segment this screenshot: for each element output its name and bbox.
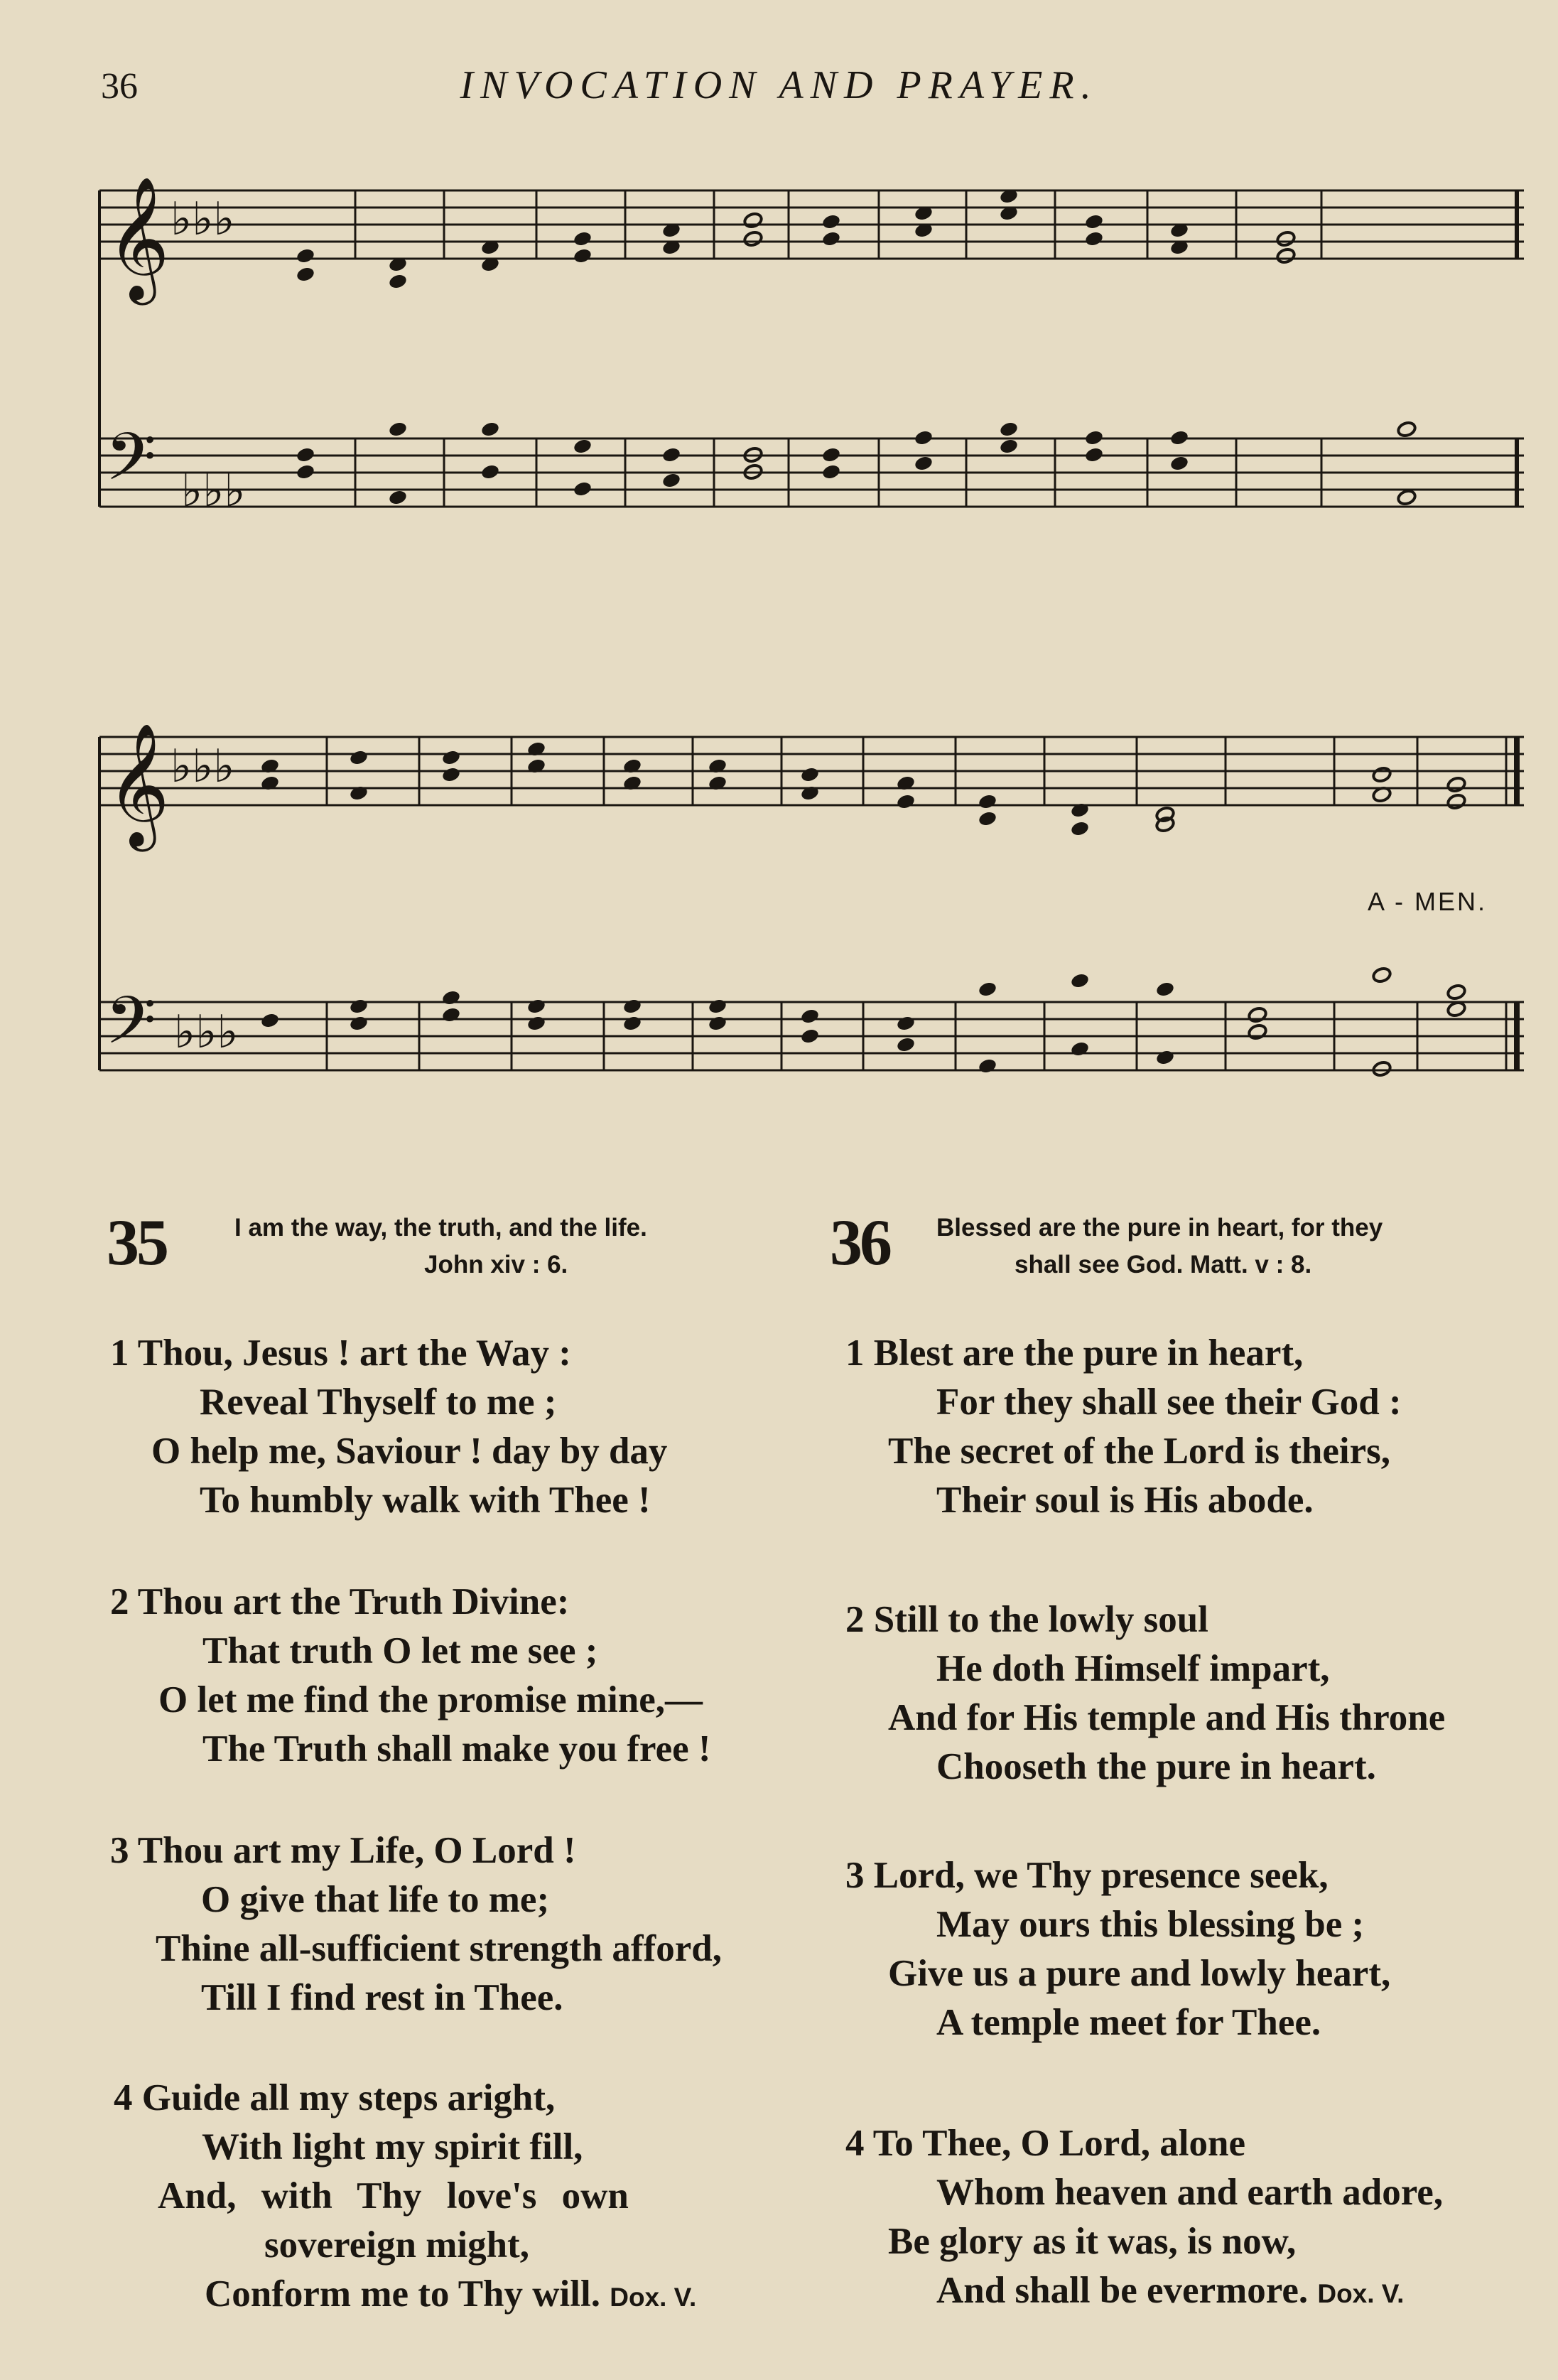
note-head	[1276, 247, 1296, 264]
note-head	[1169, 429, 1189, 446]
stanza	[114, 2074, 696, 2322]
key-signature-flats-icon: ♭♭♭	[171, 741, 235, 793]
stanza-line: Be glory as it was, is now,	[888, 2221, 1297, 2262]
key-signature-flats-icon: ♭♭♭	[174, 1006, 239, 1059]
stanza	[845, 1329, 1402, 1525]
note-head	[622, 1015, 642, 1032]
note-head	[296, 463, 315, 480]
stanza-line: He doth Himself impart,	[936, 1648, 1330, 1689]
note-head	[743, 230, 763, 247]
stanza-line: Reveal Thyself to me ;	[200, 1382, 557, 1423]
note-head	[896, 1015, 916, 1032]
note-head	[1169, 455, 1189, 472]
hymn-number: 35	[107, 1206, 166, 1278]
stanza	[110, 1578, 711, 1774]
stanza-line: With light my spirit fill,	[202, 2126, 583, 2168]
key-signature-flats-icon: ♭♭♭	[171, 193, 235, 246]
stanza-line: Still to the lowly soul	[873, 1599, 1208, 1640]
stanza-line: For they shall see their God :	[936, 1382, 1402, 1423]
note-head	[661, 472, 681, 489]
stanza-line: Thine all-sufficient strength afford,	[156, 1928, 722, 1969]
note-head	[1070, 1040, 1090, 1057]
note-head	[441, 749, 461, 766]
note-head	[388, 489, 408, 506]
note-head	[1397, 421, 1417, 438]
stanza-line: May ours this blessing be ;	[936, 1904, 1365, 1945]
doxology-ref: Dox. V.	[1317, 2279, 1405, 2308]
note-head	[978, 810, 997, 827]
stanza-number: 1	[845, 1332, 865, 1374]
note-head	[821, 230, 841, 247]
stanza-line: sovereign might,	[264, 2224, 529, 2266]
stanza-number: 1	[110, 1332, 129, 1374]
note-head	[480, 463, 500, 480]
hymn-reference: shall see God. Matt. v : 8.	[1015, 1251, 1312, 1278]
stanza-line: Conform me to Thy will.	[205, 2273, 600, 2315]
note-head	[1372, 766, 1392, 783]
bass-clef-icon: 𝄢	[105, 983, 157, 1075]
note-head	[296, 266, 315, 283]
note-head	[978, 1057, 997, 1075]
stanza-line: Whom heaven and earth adore,	[936, 2172, 1444, 2213]
amen-label: A - MEN.	[1368, 887, 1488, 916]
stanza-line: Chooseth the pure in heart.	[936, 1746, 1376, 1787]
stanza-line: The Truth shall make you free !	[202, 1728, 711, 1770]
stanza-number: 4	[114, 2077, 133, 2118]
page-number: 36	[101, 66, 138, 107]
note-head	[743, 212, 763, 229]
note-head	[526, 1015, 546, 1032]
note-head	[526, 998, 546, 1015]
stanza	[845, 1595, 1445, 1792]
note-head	[573, 230, 593, 247]
note-head	[661, 446, 681, 463]
treble-clef-icon: 𝄞	[107, 176, 170, 300]
note-head	[800, 766, 820, 783]
note-head	[914, 429, 934, 446]
note-head	[1084, 446, 1104, 463]
note-head	[1446, 776, 1466, 793]
note-head	[573, 480, 593, 497]
stanza	[110, 1329, 667, 1525]
note-head	[1397, 489, 1417, 506]
note-head	[441, 989, 461, 1006]
note-head	[896, 1036, 916, 1053]
stanza-number: 3	[845, 1855, 865, 1896]
note-head	[349, 998, 369, 1015]
stanza-number: 2	[110, 1581, 129, 1622]
note-head	[388, 421, 408, 438]
stanza	[845, 2119, 1443, 2318]
stanza-number: 3	[110, 1830, 129, 1871]
hymn-epigraph: I am the way, the truth, and the life.	[234, 1214, 647, 1242]
note-head	[1084, 213, 1104, 230]
note-head	[1446, 1001, 1466, 1018]
note-head	[999, 421, 1019, 438]
stanza-number: 4	[845, 2123, 865, 2164]
stanza-line: Lord, we Thy presence seek,	[873, 1855, 1329, 1896]
note-head	[914, 455, 934, 472]
note-head	[573, 247, 593, 264]
stanza-line: O help me, Saviour ! day by day	[151, 1431, 668, 1472]
note-head	[1446, 793, 1466, 810]
stanza-line: Till I find rest in Thee.	[201, 1977, 563, 2018]
note-head	[708, 998, 727, 1015]
note-head	[1276, 230, 1296, 247]
stanza-line: Thou art my Life, O Lord !	[137, 1830, 576, 1871]
stanza-line: O give that life to me;	[201, 1879, 550, 1920]
note-head	[573, 438, 593, 455]
stanza-number: 2	[845, 1599, 865, 1640]
music-score	[0, 0, 1558, 1173]
note-head	[260, 1012, 280, 1029]
note-head	[1248, 1023, 1267, 1040]
stanza-line: That truth O let me see ;	[202, 1630, 598, 1671]
note-head	[1372, 1060, 1392, 1077]
note-head	[622, 998, 642, 1015]
note-head	[1070, 820, 1090, 837]
note-head	[1372, 966, 1392, 984]
note-head	[1084, 230, 1104, 247]
note-head	[441, 766, 461, 783]
key-signature-flats-icon: ♭♭♭	[181, 465, 246, 517]
note-head	[896, 793, 916, 810]
stanza-line: Thou art the Truth Divine:	[137, 1581, 570, 1622]
stanza-line: Guide all my steps aright,	[141, 2077, 556, 2118]
note-head	[388, 273, 408, 290]
note-head	[349, 1015, 369, 1032]
stanza-line: Blest are the pure in heart,	[873, 1332, 1304, 1374]
note-head	[821, 446, 841, 463]
stanza-line: O let me find the promise mine,—	[158, 1679, 703, 1721]
note-head	[999, 438, 1019, 455]
note-head	[1084, 429, 1104, 446]
note-head	[1248, 1006, 1267, 1023]
note-head	[1155, 1049, 1175, 1066]
bass-clef-icon: 𝄢	[105, 419, 157, 512]
stanza-line: And for His temple and His throne	[888, 1697, 1446, 1738]
note-head	[441, 1006, 461, 1023]
doxology-ref: Dox. V.	[610, 2283, 697, 2312]
note-head	[1070, 972, 1090, 989]
hymn-reference: John xiv : 6.	[424, 1251, 568, 1278]
note-head	[1155, 981, 1175, 998]
treble-clef-icon: 𝄞	[107, 723, 170, 846]
stanza-line: And shall be evermore.	[936, 2270, 1309, 2311]
note-head	[708, 1015, 727, 1032]
stanza	[110, 1826, 722, 2023]
note-head	[800, 1028, 820, 1045]
stanza-line: Give us a pure and lowly heart,	[888, 1953, 1391, 1994]
note-head	[978, 793, 997, 810]
section-title: INVOCATION AND PRAYER.	[460, 63, 1098, 107]
stanza-line: And, with Thy love's own	[158, 2175, 629, 2217]
note-head	[978, 981, 997, 998]
stanza-line: A temple meet for Thee.	[936, 2002, 1321, 2043]
note-head	[1446, 984, 1466, 1001]
stanza-line: To humbly walk with Thee !	[200, 1480, 651, 1521]
stanza-line: Thou, Jesus ! art the Way :	[137, 1332, 571, 1374]
stanza	[845, 1851, 1390, 2047]
note-head	[296, 446, 315, 463]
note-head	[480, 421, 500, 438]
hymn-number: 36	[830, 1206, 889, 1278]
note-head	[800, 1008, 820, 1025]
hymn-epigraph: Blessed are the pure in heart, for they	[936, 1214, 1383, 1242]
note-head	[821, 213, 841, 230]
stanza-line: Their soul is His abode.	[936, 1480, 1314, 1521]
note-head	[821, 463, 841, 480]
stanza-line: To Thee, O Lord, alone	[872, 2123, 1245, 2164]
stanza-line: The secret of the Lord is theirs,	[888, 1431, 1391, 1472]
note-head	[349, 749, 369, 766]
note-head	[296, 247, 315, 264]
